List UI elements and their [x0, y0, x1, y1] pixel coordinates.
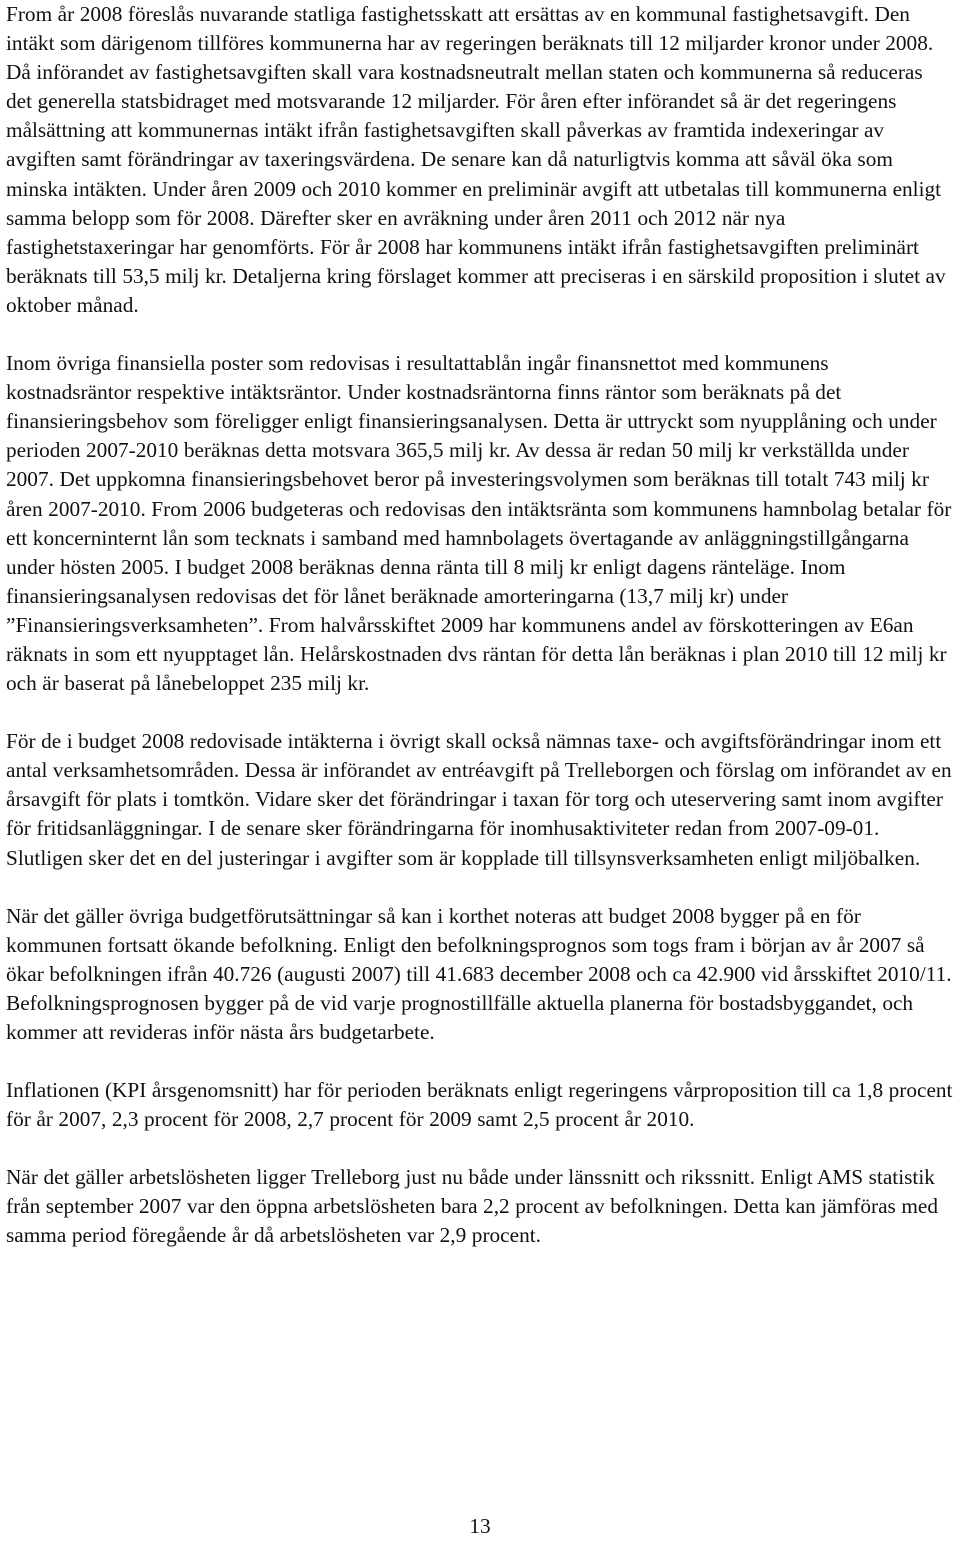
paragraph-inflation: Inflationen (KPI årsgenomsnitt) har för perioden beräknats enligt regeringens vårproposition till ca 1,8 procent för år 2007, 2,3 procent för 2008, 2,7 procent för 2009 samt 2,5 procent år 2010. [6, 1078, 953, 1132]
paragraph-taxe-och-avgifter: För de i budget 2008 redovisade intäkterna i övrigt skall också nämnas taxe- och avgiftsförändringar inom ett antal verksamhetsområden. Dessa är införandet av entréavgift på Trelleborgen och förslag om införandet av en årsavgift för plats i tomtkön. Vidare sker det förändringar i taxan för torg och uteservering samt inom avgifter för fritidsanläggningar. I de senare sker förändringarna för inomhusaktiviteter redan from 2007-09-01. Slutligen sker det en del justeringar i avgifter som är kopplade till tillsynsverksamheten enligt miljöbalken. [6, 729, 952, 870]
paragraph-fastighetsavgift: From år 2008 föreslås nuvarande statliga fastighetsskatt att ersättas av en kommunal fastighetsavgift. Den intäkt som därigenom tillföres kommunerna har av regeringen beräknats till 12 miljarder kronor under 2008. Då införandet av fastighetsavgiften skall vara kostnadsneutralt mellan staten och kommunerna så reduceras det generella statsbidraget med motsvarande 12 miljarder. För åren efter införandet så är det regeringens målsättning att kommunernas intäkt ifrån fastighetsavgiften skall påverkas av framtida indexeringar av avgiften samt förändringar av taxeringsvärdena. De senare kan då naturligtvis komma att såväl öka som minska intäkten. Under åren 2009 och 2010 kommer en preliminär avgift att utbetalas till kommunerna enligt samma belopp som för 2008. Därefter sker en avräkning under åren 2011 och 2012 när nya fastighetstaxeringar har genomförts. För år 2008 har kommunens intäkt ifrån fastighetsavgiften preliminärt beräknats till 53,5 milj kr. Detaljerna kring förslaget kommer att preciseras i en särskild proposition i slutet av oktober månad. [6, 2, 946, 317]
paragraph-finansiella-poster: Inom övriga finansiella poster som redovisas i resultattablån ingår finansnettot med kommunens kostnadsräntor respektive intäktsräntor. Under kostnadsräntorna finns räntor som beräknats på det finansieringsbehov som föreligger enligt finansieringsanalysen. Detta är uttryckt som nyupplåning och under perioden 2007-2010 beräknas detta motsvara 365,5 milj kr. Av dessa är redan 50 milj kr verkställda under 2007. Det uppkomna finansieringsbehovet beror på investeringsvolymen som beräknas till totalt 743 milj kr åren 2007-2010. From 2006 budgeteras och redovisas den intäktsränta som kommunens hamnbolag betalar för ett koncerninternt lån som tecknats i samband med hamnbolagets övertagande av anläggningstillgångarna under hösten 2005. I budget 2008 beräknas denna ränta till 8 milj kr enligt dagens ränteläge. Inom finansieringsanalysen redovisas det för lånet beräknade amorteringarna (13,7 milj kr) under ”Finansieringsverksamheten”. From halvårsskiftet 2009 har kommunens andel av förskotteringen av E6an räknats in som ett nyupptaget lån. Helårskostnaden dvs räntan för detta lån beräknas i plan 2010 till 12 milj kr och är baserat på lånebeloppet 235 milj kr. [6, 351, 952, 696]
paragraph-arbetsloshet: När det gäller arbetslösheten ligger Trelleborg just nu både under länssnitt och rikssnitt. Enligt AMS statistik från september 2007 var den öppna arbetslösheten bara 2,2 procent av befolkningen. Detta kan jämföras med samma period föregående år då arbetslösheten var 2,9 procent. [6, 1165, 939, 1248]
page-number: 13 [469, 1514, 491, 1538]
paragraph-befolkning: När det gäller övriga budgetförutsättningar så kan i korthet noteras att budget 2008 bygger på en för kommunen fortsatt ökande befolkning. Enligt den befolkningsprognos som togs fram i början av år 2007 så ökar befolkningen ifrån 40.726 (augusti 2007) till 41.683 december 2008 och ca 42.900 vid årsskiftet 2010/11. Befolkningsprognosen bygger på de vid varje prognostillfälle aktuella planerna för bostadsbyggandet, och kommer att revideras inför nästa års budgetarbete. [6, 903, 952, 1044]
document-page [6, 0, 954, 1280]
